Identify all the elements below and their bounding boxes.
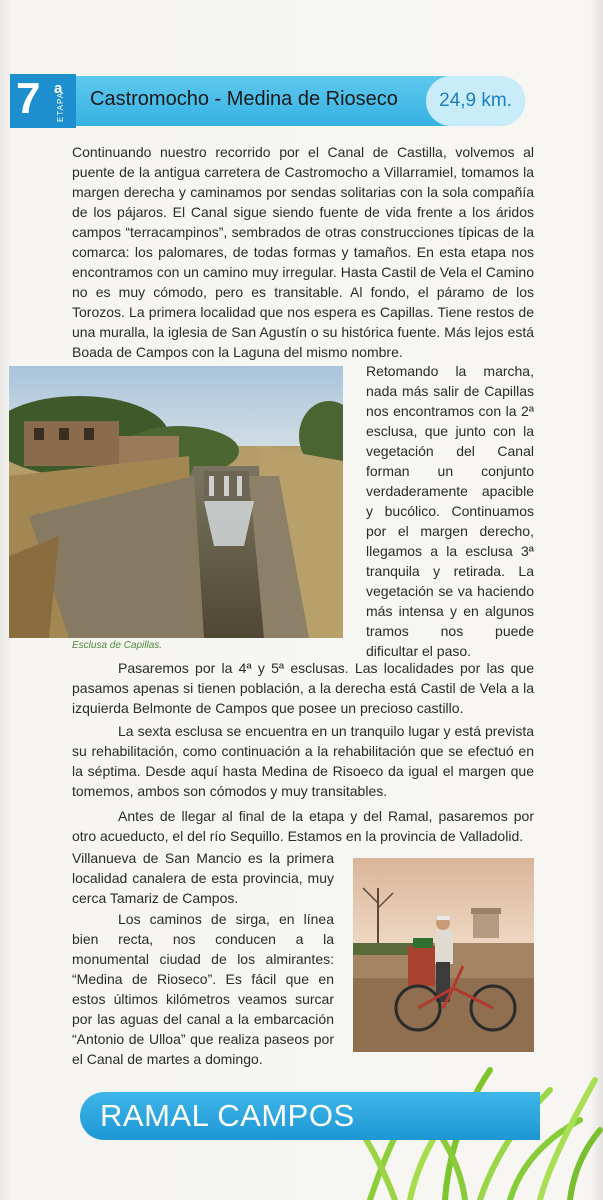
stage-title: Castromocho - Medina de Rioseco — [90, 88, 398, 110]
lock-photo-image — [9, 366, 343, 638]
stage-badge — [10, 74, 76, 128]
stage-header — [10, 72, 525, 130]
lock-photo — [9, 366, 343, 638]
title-bar — [76, 76, 525, 126]
cyclist-photo — [353, 858, 534, 1052]
stage-label: ETAPA — [56, 91, 65, 122]
paragraph-5: Antes de llegar al final de la etapa y del Ramal, pasaremos por otro acueducto, el del río Sequillo. Estamos en la provincia de Valladolid. — [72, 808, 534, 844]
paragraph-3: Pasaremos por la 4ª y 5ª esclusas. Las localidades por las que pasamos apenas si tienen población, a la derecha está Castil de Vela a la izquierda Belmonte de Campos que posee un precioso castillo. — [72, 660, 534, 716]
photo-caption: Esclusa de Capillas. — [72, 640, 163, 651]
footer-title: RAMAL CAMPOS — [100, 1098, 355, 1133]
stage-number: 7 — [16, 74, 41, 123]
stage-superscript: a — [54, 80, 63, 97]
paragraph-side-1: Retomando la marcha, nada más salir de Capillas nos encontramos con la 2ª esclusa, que junto con la vegetación del Canal forman un conjunto verdaderamente apacible y bucólico. Continuamos por el margen derecho, llegamos a la esclusa 3ª tranquila y retirada. La vegetación se va haciendo más intensa y en algunos tramos nos puede dificultar el paso. — [366, 363, 534, 659]
paragraph-6: Villanueva de San Mancio es la primera localidad canalera de esta provincia, muy cerca Tamariz de Campos. — [72, 850, 334, 906]
paragraph-7: Los caminos de sirga, en línea bien recta, nos conducen a la monumental ciudad de los almirantes: “Medina de Rioseco”. Es fácil que en estos últimos kilómetros veamos surcar por las aguas del canal a la embarcación “Antonio de Ulloa” que realiza paseos por el Canal de martes a domingo. — [72, 911, 334, 1067]
cyclist-photo-image — [353, 858, 534, 1052]
distance-badge: 24,9 km. — [426, 76, 525, 126]
paragraph-intro: Continuando nuestro recorrido por el Canal de Castilla, volvemos al puente de la antigua carretera de Castromocho a Villarramiel, tomamos la margen derecha y caminamos por sendas solitarias con la sola compañía de los pájaros. El Canal sigue siendo fuente de vida frente a los áridos campos “terracampinos”, sembrados de otras construcciones típicas de la comarca: los palomares, de todas formas y tamaños. En esta etapa nos encontramos con un camino muy irregular. Hasta Castil de Vela el Camino no es muy cómodo, pero es transitable. Al fondo, el páramo de los Torozos. La primera localidad que nos espera es Capillas. Tiene restos de una muralla, la iglesia de San Agustín o su histórica fuente. Más lejos está Boada de Campos con la Laguna del mismo nombre. — [72, 144, 534, 360]
section-footer — [80, 1092, 540, 1140]
paragraph-4: La sexta esclusa se encuentra en un tranquilo lugar y está prevista su rehabilitación, como continuación a la rehabilitación que se efectuó en la séptima. Desde aquí hasta Medina de Risoeco da igual el margen que tomemos, ambos son cómodos y muy transitables. — [72, 723, 534, 799]
